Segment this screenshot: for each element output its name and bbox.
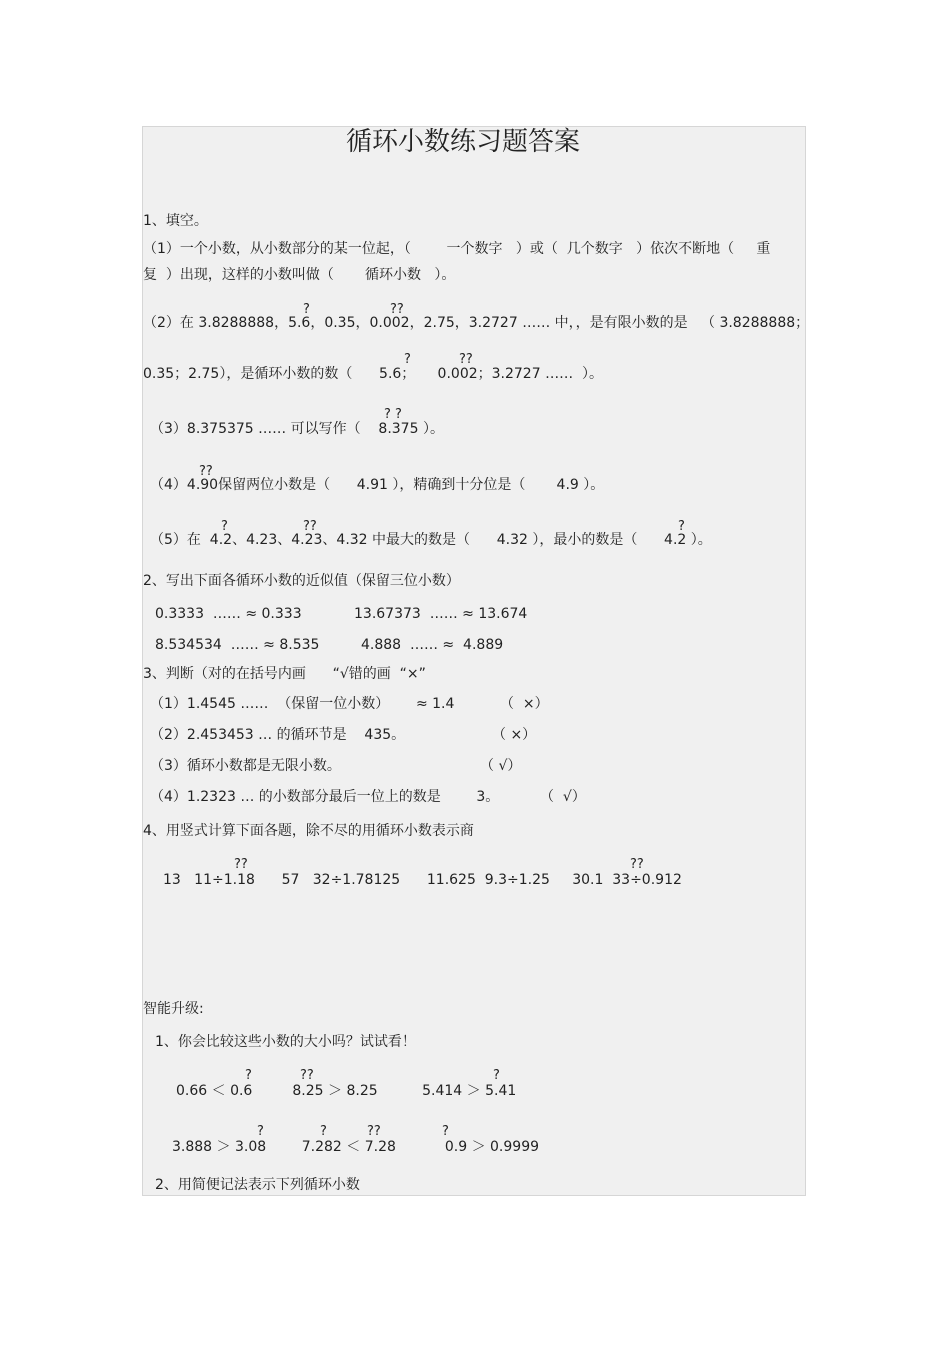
judge-item-1: （1）1.4545 …… （保留一位小数） ≈ 1.4 <box>150 696 455 712</box>
section-1-heading: 1、填空。 <box>143 213 208 229</box>
repeat-dot-mark: ? <box>257 1124 264 1139</box>
repeat-dot-mark: ? <box>221 519 228 534</box>
repeat-dot-mark: ? ? <box>384 407 402 422</box>
judge-answer-1: （ ×） <box>500 696 549 712</box>
notation-heading: 2、用简便记法表示下列循环小数 <box>155 1177 360 1193</box>
repeat-dot-mark: ? <box>442 1124 449 1139</box>
repeat-dot-mark: ? <box>404 352 411 367</box>
section-4-heading: 4、用竖式计算下面各题，除不尽的用循环小数表示商 <box>143 823 474 839</box>
judge-answer-4: （ √） <box>540 789 586 805</box>
repeat-dot-mark: ? <box>493 1068 500 1083</box>
judge-answer-3: （ √） <box>480 758 522 774</box>
repeat-dot-mark: ? <box>320 1124 327 1139</box>
q1-1-line1: （1）一个小数，从小数部分的某一位起，（ 一个数字 ）或（ 几个数字 ）依次不断地（ 重 <box>143 241 771 257</box>
q1-2-line2: 0.35；2.75），是循环小数的数（ 5.6； 0.002；3.2727 …… ）。 <box>143 366 603 382</box>
q1-2-line1: （2）在 3.8288888，5.6，0.35，0.002，2.75，3.2727 …… 中，，是有限小数的是 （ 3.8288888； <box>143 315 810 331</box>
section-3-heading: 3、判断（对的在括号内画 “√错的画 “×” <box>143 666 426 682</box>
repeat-dot-mark: ?? <box>630 857 644 872</box>
repeat-dot-mark: ? <box>245 1068 252 1083</box>
compare-row-1: 0.66 ＜ 0.6 8.25 ＞ 8.25 5.414 ＞ 5.41 <box>176 1083 517 1099</box>
compare-row-2: 3.888 ＞ 3.08 7.282 ＜ 7.28 0.9 ＞ 0.9999 <box>172 1139 540 1155</box>
judge-answer-2: （ ×） <box>492 727 537 743</box>
judge-item-4: （4）1.2323 … 的小数部分最后一位上的数是 3。 <box>150 789 500 805</box>
repeat-dot-mark: ?? <box>199 464 213 479</box>
repeat-dot-mark: ? <box>678 519 685 534</box>
repeat-dot-mark: ?? <box>300 1068 314 1083</box>
approx-item-1: 0.3333 …… ≈ 0.333 <box>155 606 302 622</box>
judge-item-3: （3）循环小数都是无限小数。 <box>150 758 341 774</box>
repeat-dot-mark: ?? <box>459 352 473 367</box>
approx-item-4: 4.888 …… ≈ 4.889 <box>361 637 504 653</box>
smart-upgrade-heading: 智能升级: <box>143 1001 204 1017</box>
repeat-dot-mark: ?? <box>390 302 404 317</box>
section-2-heading: 2、写出下面各循环小数的近似值（保留三位小数） <box>143 573 460 589</box>
compare-heading: 1、你会比较这些小数的大小吗？试试看！ <box>155 1034 416 1050</box>
repeat-dot-mark: ?? <box>367 1124 381 1139</box>
page-title: 循环小数练习题答案 <box>346 127 581 157</box>
division-problems: 13 11÷1.18 57 32÷1.78125 11.625 9.3÷1.25 30.1 33÷0.912 <box>163 872 682 888</box>
q1-5: （5）在 4.2、4.23、4.23、4.32 中最大的数是（ 4.32 ），最小的数是（ 4.2 ）。 <box>150 532 712 548</box>
q1-1-line2: 复 ）出现，这样的小数叫做（ 循环小数 ）。 <box>143 267 456 283</box>
q1-4: （4）4.90保留两位小数是（ 4.91 ），精确到十分位是（ 4.9 ）。 <box>150 477 605 493</box>
judge-item-2: （2）2.453453 … 的循环节是 435。 <box>150 727 406 743</box>
q1-3: （3）8.375375 …… 可以写作（ 8.375 ）。 <box>150 421 444 437</box>
approx-item-3: 8.534534 …… ≈ 8.535 <box>155 637 320 653</box>
approx-item-2: 13.67373 …… ≈ 13.674 <box>354 606 528 622</box>
repeat-dot-mark: ?? <box>303 519 317 534</box>
repeat-dot-mark: ?? <box>234 857 248 872</box>
repeat-dot-mark: ? <box>303 302 310 317</box>
